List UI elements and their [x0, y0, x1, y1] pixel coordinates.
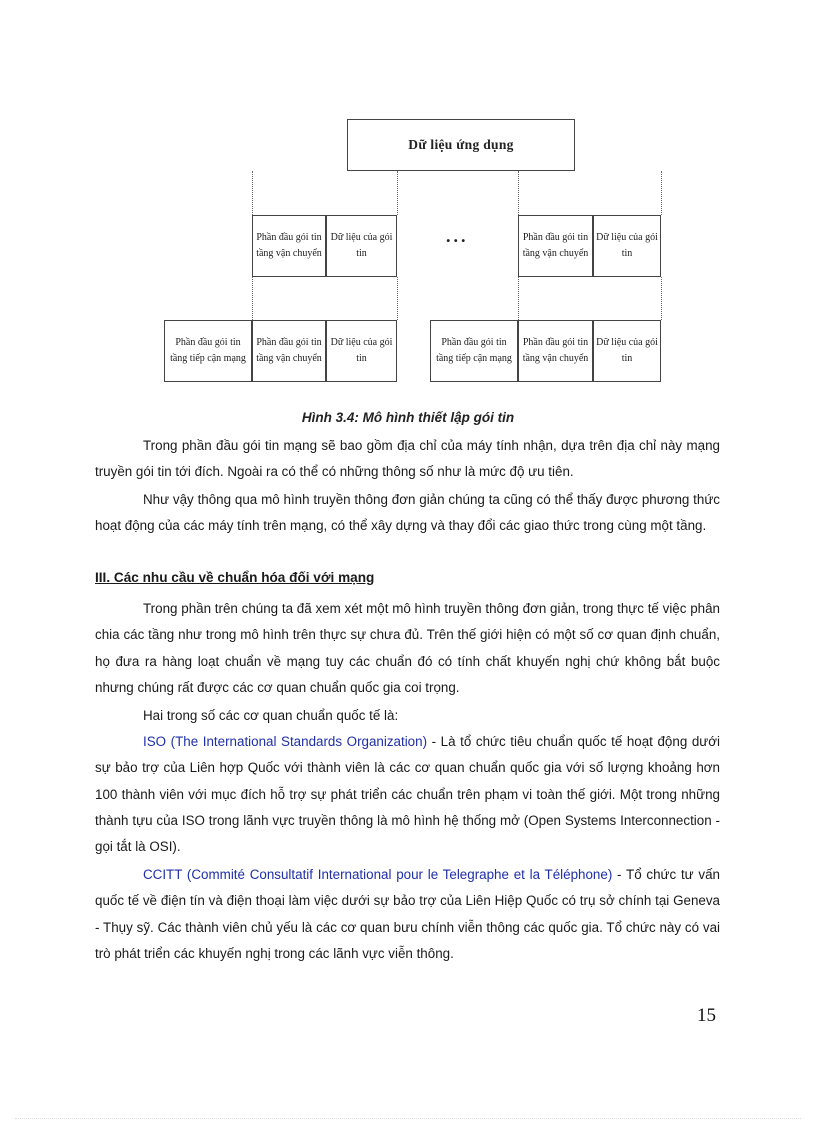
- connector: [661, 277, 662, 320]
- connector: [518, 277, 519, 320]
- paragraph: [95, 729, 720, 860]
- connector: [397, 277, 398, 320]
- paragraph: Trong phần trên chúng ta đã xem xét một mô hình truyền thông đơn giản, trong thực tế việc phân chia các tầng như trong mô hình trên thực sự chưa đủ. Trên thế giới hiện có một số cơ quan định chuẩn, họ đưa ra hàng loạt chuẩn về mạng tuy các chuẩn đó có tính chất khuyến nghị chứ không bắt buộc nhưng chúng rất được các cơ quan chuẩn quốc gia coi trọng.: [95, 601, 720, 695]
- figure-caption: Hình 3.4: Mô hình thiết lập gói tin: [301, 410, 515, 425]
- paragraph: Trong phần đầu gói tin mạng sẽ bao gồm địa chỉ của máy tính nhận, dựa trên địa chỉ này mạng truyền gói tin tới đích. Ngoài ra có thể có những thông số như là mức độ ưu tiên.: [95, 438, 720, 480]
- application-data-box: Dữ liệu ứng dụng: [347, 119, 575, 171]
- iso-description: - Là tổ chức tiêu chuẩn quốc tế hoạt động dưới sự bảo trợ của Liên hợp Quốc với thành viên là các cơ quan chuẩn quốc gia với số lượng khoảng hơn 100 thành viên với mục đích hỗ trợ sự phát triển các chuẩn trên phạm vi toàn thế giới. Một trong những thành tựu của ISO trong lãnh vực truyền thông là mô hình hệ thống mở (Open Systems Interconnection - gọi tắt là OSI).: [95, 734, 721, 855]
- paragraph: Như vậy thông qua mô hình truyền thông đơn giản chúng ta cũng có thể thấy được phương thức hoạt động của các máy tính trên mạng, có thể xây dựng và thay đổi các giao thức trong cùng một tầng.: [95, 492, 720, 534]
- paragraph: Hai trong số các cơ quan chuẩn quốc tế là:: [143, 708, 399, 723]
- page-bottom-border: [15, 1118, 801, 1119]
- connector: [661, 171, 662, 215]
- transport-header-box: Phần đầu gói tin tầng vận chuyển: [518, 215, 593, 277]
- transport-header-box: Phần đầu gói tin tầng vận chuyển: [252, 215, 326, 277]
- paragraph: [95, 862, 720, 967]
- iso-term: ISO (The International Standards Organization): [143, 734, 428, 749]
- page-number: 15: [697, 1005, 716, 1026]
- connector: [518, 171, 519, 215]
- packet-data-box: Dữ liệu của gói tin: [326, 320, 397, 382]
- transport-data-box: Dữ liệu của gói tin: [593, 215, 661, 277]
- transport-header-box: Phần đầu gói tin tầng vận chuyển: [518, 320, 593, 382]
- connector: [397, 171, 398, 215]
- connector: [252, 171, 253, 215]
- packet-data-box: Dữ liệu của gói tin: [593, 320, 661, 382]
- packet-diagram: [0, 0, 816, 400]
- network-header-box: Phần đầu gói tin tầng tiếp cận mạng: [164, 320, 252, 382]
- ellipsis: ...: [446, 226, 469, 246]
- section-heading: III. Các nhu cầu về chuẩn hóa đối với mạng: [95, 570, 375, 585]
- ccitt-description: - Tổ chức tư vấn quốc tế về điện tín và điện thoại làm việc dưới sự bảo trợ của Liên Hiệp Quốc có trụ sở chính tại Geneva - Thụy sỹ. Các thành viên chủ yếu là các cơ quan bưu chính viễn thông các quốc gia. Tổ chức này có vai trò phát triển các khuyến nghị trong các lãnh vực viễn thông.: [95, 867, 720, 961]
- connector: [252, 277, 253, 320]
- network-header-box: Phần đầu gói tin tầng tiếp cận mạng: [430, 320, 518, 382]
- transport-data-box: Dữ liệu của gói tin: [326, 215, 397, 277]
- ccitt-term: CCITT (Commité Consultatif International pour le Telegraphe et la Téléphone): [143, 867, 613, 882]
- transport-header-box: Phần đầu gói tin tầng vận chuyển: [252, 320, 326, 382]
